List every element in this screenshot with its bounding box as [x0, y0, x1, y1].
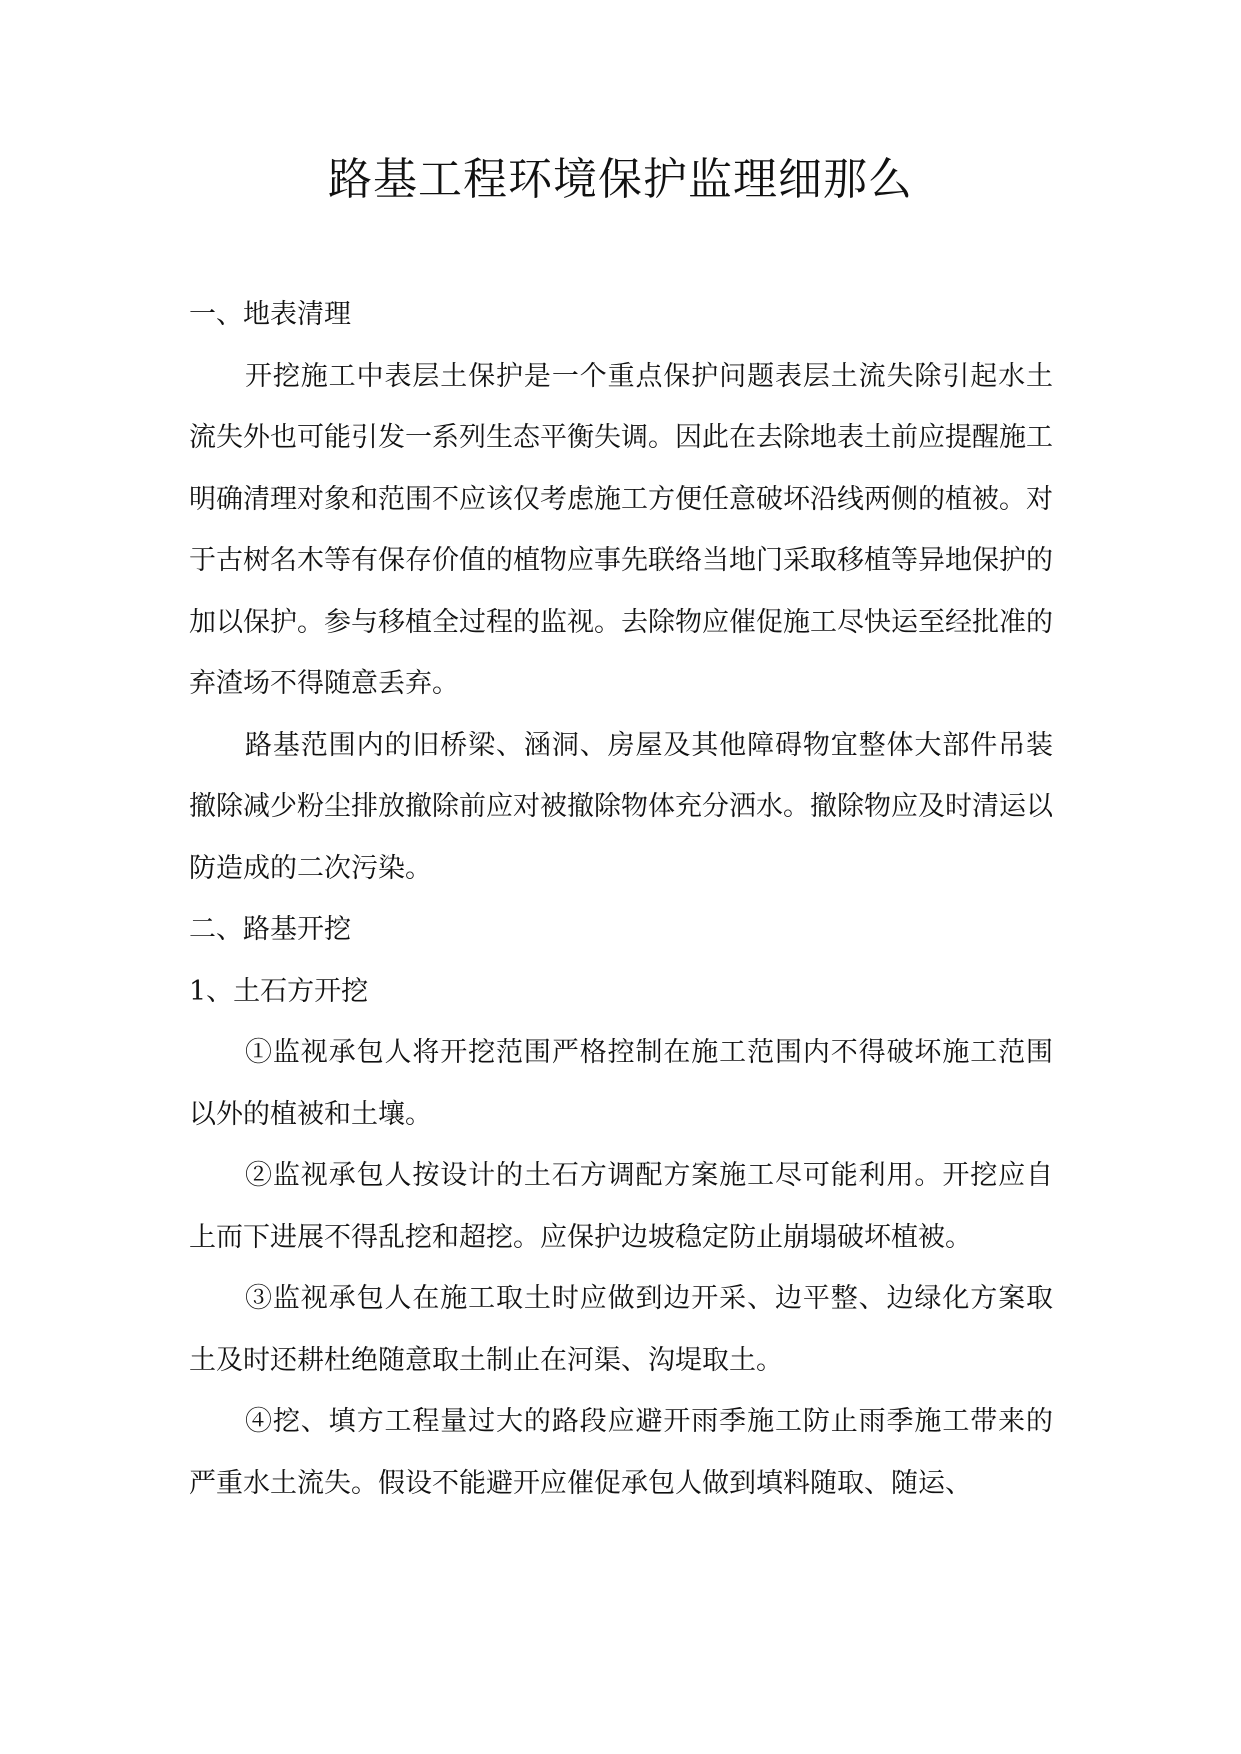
paragraph-topsoil-protection: 开挖施工中表层土保护是一个重点保护问题表层土流失除引起水土流失外也可能引发一系列生态平衡失调。因此在去除地表土前应提醒施工明确清理对象和范围不应该仅考虑施工方便任意破坏沿线两侧的植被。对于古树名木等有保存价值的植物应事先联络当地门采取移植等异地保护的加以保护。参与移植全过程的监视。去除物应催促施工尽快运至经批准的弃渣场不得随意丢弃。 [189, 360, 1053, 699]
section-heading-subgrade-excavation: 二、路基开挖 [189, 914, 351, 945]
list-item-3: ③监视承包人在施工取土时应做到边开采、边平整、边绿化方案取土及时还耕杜绝随意取土制止在河渠、沟堤取土。 [189, 1283, 1053, 1376]
list-item-4: ④挖、填方工程量过大的路段应避开雨季施工防止雨季施工带来的严重水土流失。假设不能避开应催促承包人做到填料随取、随运、 [189, 1406, 1053, 1499]
list-item-2: ②监视承包人按设计的土石方调配方案施工尽可能利用。开挖应自上而下进展不得乱挖和超挖。应保护边坡稳定防止崩塌破坏植被。 [189, 1160, 1053, 1253]
document-title: 路基工程环境保护监理细那么 [328, 154, 913, 205]
section-heading-surface-clearing: 一、地表清理 [189, 299, 351, 330]
document-body [189, 284, 1053, 1514]
subsection-heading-earthwork-excavation: 1、土石方开挖 [189, 975, 369, 1007]
list-item-1: ①监视承包人将开挖范围严格控制在施工范围内不得破坏施工范围以外的植被和土壤。 [189, 1037, 1053, 1130]
paragraph-demolition: 路基范围内的旧桥梁、涵洞、房屋及其他障碍物宜整体大部件吊装撤除减少粉尘排放撤除前应对被撤除物体充分洒水。撤除物应及时清运以防造成的二次污染。 [189, 729, 1053, 884]
